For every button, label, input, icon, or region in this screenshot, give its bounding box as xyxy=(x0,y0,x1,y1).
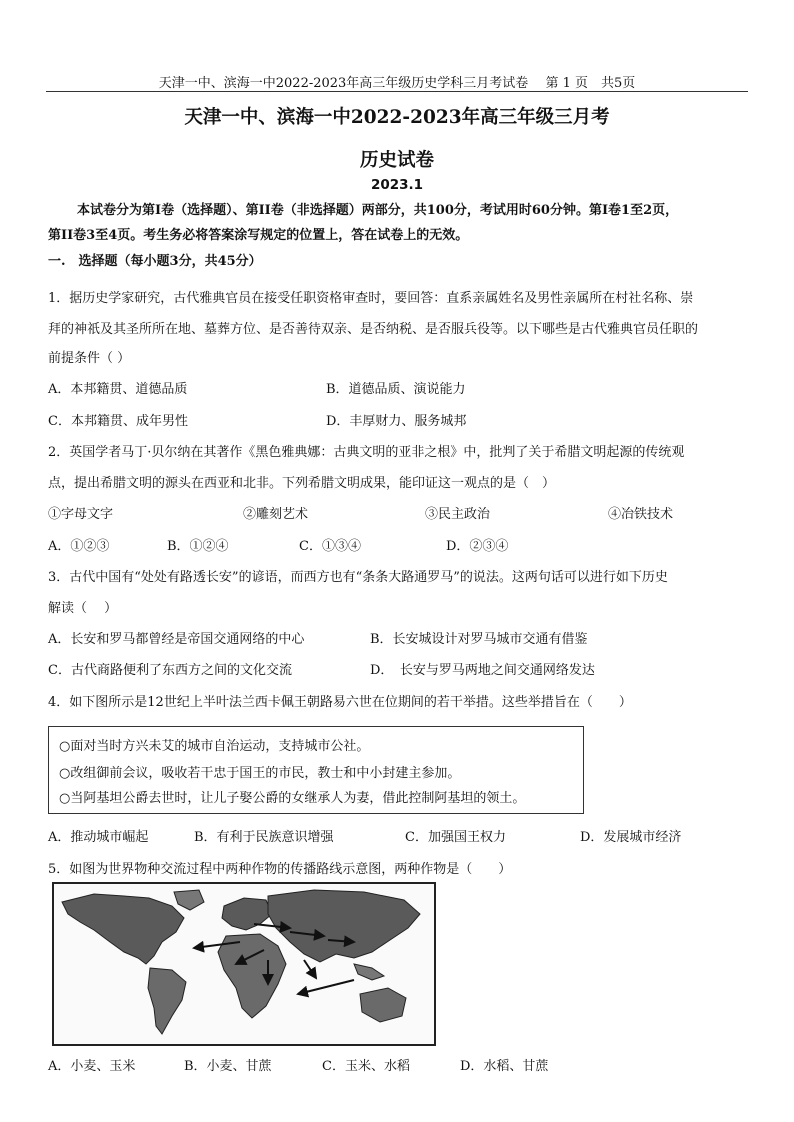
header-rule xyxy=(46,91,748,92)
q1-stem-3: 前提条件（ ） xyxy=(48,351,131,366)
q4-option-a: A．推动城市崛起 xyxy=(48,830,149,845)
page-header: 天津一中、滨海一中2022-2023年高三年级历史学科三月考试卷 第 1 页 共5页 xyxy=(158,76,636,91)
q5-option-c: C．玉米、水稻 xyxy=(322,1059,410,1074)
q3-option-b: B．长安城设计对罗马城市交通有借鉴 xyxy=(370,632,588,647)
q2-item-1: ①字母文字 xyxy=(48,507,114,522)
q5-option-b: B．小麦、甘蔗 xyxy=(184,1059,272,1074)
q2-option-b: B．①②④ xyxy=(167,539,229,554)
q4-measure-2: ○改组御前会议，吸收若干忠于国王的市民，教士和中小封建主参加。 xyxy=(59,766,461,781)
q4-measure-3: ○当阿基坦公爵去世时，让儿子娶公爵的女继承人为妻，借此控制阿基坦的领土。 xyxy=(59,791,526,806)
q4-measure-1: ○面对当时方兴未艾的城市自治运动，支持城市公社。 xyxy=(59,739,370,754)
q4-measures-box xyxy=(48,726,584,814)
q2-option-c: C．①③④ xyxy=(299,539,361,554)
q4-option-b: B．有利于民族意识增强 xyxy=(194,830,334,845)
q3-stem-2: 解读（ ） xyxy=(48,601,118,616)
q2-item-4: ④冶铁技术 xyxy=(608,507,674,522)
q1-stem-2: 拜的神祇及其圣所所在地、墓葬方位、是否善待双亲、是否纳税、是否服兵役等。以下哪些是古代雅典官员任职的 xyxy=(48,322,699,337)
q1-stem-1: 1．据历史学家研究，古代雅典官员在接受任职资格审查时，要回答：直系亲属姓名及男性亲属所在村社名称、崇 xyxy=(48,291,694,306)
exam-date: 2023.1 xyxy=(370,177,424,193)
q3-option-c: C．古代商路便利了东西方之间的文化交流 xyxy=(48,663,292,678)
exam-subtitle: 历史试卷 xyxy=(359,150,434,171)
q1-option-a: A．本邦籍贯、道德品质 xyxy=(48,382,188,397)
q2-stem-2: 点，提出希腊文明的源头在西亚和北非。下列希腊文明成果，能印证这一观点的是（ ） xyxy=(48,476,556,491)
q4-option-d: D．发展城市经济 xyxy=(580,830,682,845)
q2-option-d: D．②③④ xyxy=(446,539,509,554)
q5-option-a: A．小麦、玉米 xyxy=(48,1059,136,1074)
q3-option-a: A．长安和罗马都曾经是帝国交通网络的中心 xyxy=(48,632,305,647)
exam-title: 天津一中、滨海一中2022-2023年高三年级三月考 xyxy=(184,107,610,128)
q3-stem-1: 3．古代中国有“处处有路透长安”的谚语，而西方也有“条条大路通罗马”的说法。这两句话可以进行如下历史 xyxy=(48,570,668,585)
q2-stem-1: 2．英国学者马丁·贝尔纳在其著作《黑色雅典娜：古典文明的亚非之根》中，批判了关于希腊文明起源的传统观 xyxy=(48,445,685,460)
intro-line-2: 第II卷3至4页。考生务必将答案涂写规定的位置上，答在试卷上的无效。 xyxy=(48,228,469,243)
intro-line-1: 本试卷分为第Ⅰ卷（选择题）、第II卷（非选择题）两部分，共100分，考试用时60分钟。第Ⅰ卷1至2页， xyxy=(77,203,679,218)
q1-option-c: C．本邦籍贯、成年男性 xyxy=(48,414,188,429)
q2-item-3: ③民主政治 xyxy=(425,507,491,522)
q2-option-a: A．①②③ xyxy=(48,539,110,554)
q4-option-c: C．加强国王权力 xyxy=(405,830,506,845)
q4-stem-1: 4．如下图所示是12世纪上半叶法兰西卡佩王朝路易六世在位期间的若干举措。这些举措旨在（ ） xyxy=(48,695,632,710)
q1-option-d: D．丰厚财力、服务城邦 xyxy=(326,414,467,429)
q5-stem-1: 5．如图为世界物种交流过程中两种作物的传播路线示意图，两种作物是（ ） xyxy=(48,862,512,877)
q2-item-2: ②雕刻艺术 xyxy=(243,507,309,522)
q1-option-b: B．道德品质、演说能力 xyxy=(326,382,466,397)
world-map-svg xyxy=(54,884,434,1044)
q3-option-d: D． 长安与罗马两地之间交通网络发达 xyxy=(370,663,595,678)
section-heading: 一. 选择题（每小题3分，共45分） xyxy=(48,254,262,269)
q5-option-d: D．水稻、甘蔗 xyxy=(460,1059,549,1074)
world-crop-map xyxy=(52,882,436,1046)
